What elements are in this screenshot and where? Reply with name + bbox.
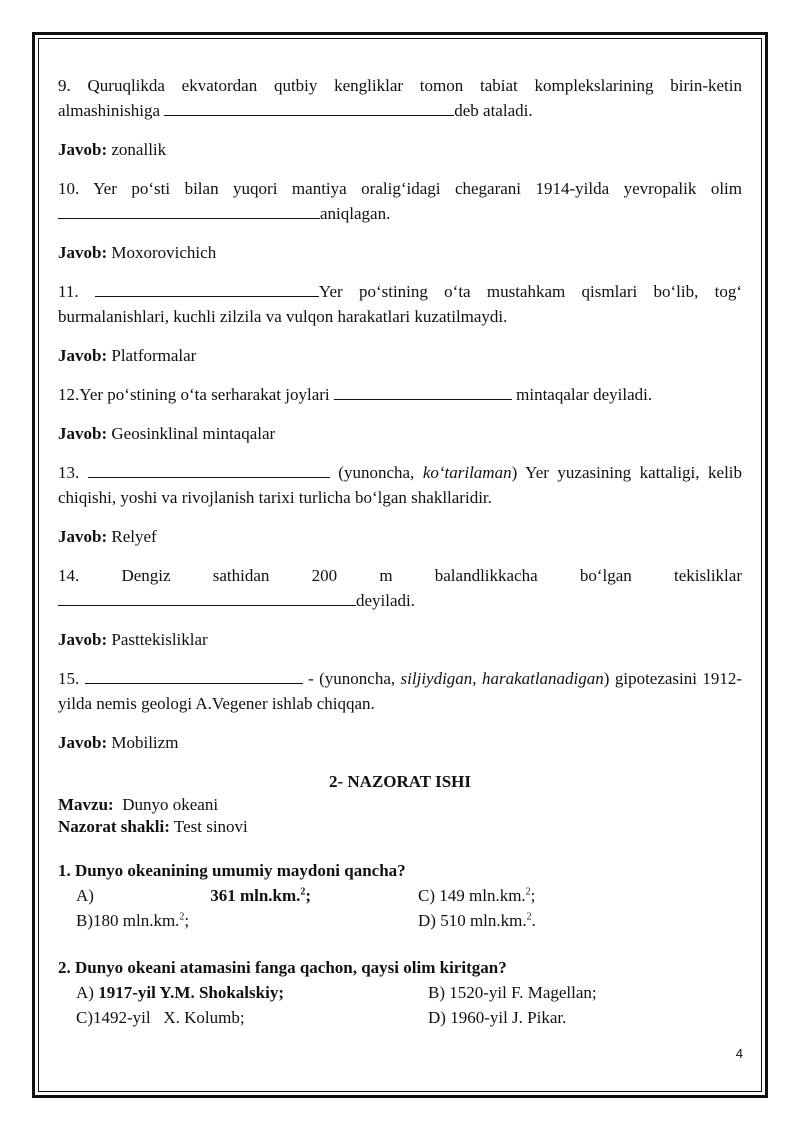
superscript: 2 <box>179 911 185 923</box>
option-suffix: ; <box>305 886 312 905</box>
option-suffix: . <box>531 911 536 930</box>
test-question-2: 2. Dunyo okeani atamasini fanga qachon, qaysi olim kiritgan? <box>58 958 507 977</box>
question-text: Yer po‘stining o‘ta mustahkam qismlari bo‘lib, tog‘ burmalanishlari, kuchli zilzila va vulqon harakatlari kuzatilmaydi. <box>58 282 743 326</box>
answer-blank <box>58 201 320 219</box>
page-number: 4 <box>735 1046 743 1061</box>
options-row-2 <box>58 908 742 933</box>
option-letter: A) <box>76 983 94 1002</box>
question-11 <box>58 279 742 329</box>
option-a-value: 1917-yil Y.M. Shokalskiy; <box>98 983 284 1002</box>
question-text-end: deb ataladi. <box>454 101 533 120</box>
question-text-end: ) Yer yuzasining kattaligi, kelib chiqishi, yoshi va rivojlanish tarixi turlicha bo‘lgan shakllaridir. <box>58 463 743 507</box>
question-13 <box>58 460 742 510</box>
question-text: - (yunoncha, <box>308 669 396 688</box>
answer-label: Javob: <box>58 243 108 262</box>
question-text: Quruqlikda ekvatordan qutbiy kengliklar tomon tabiat komplekslarining birin-ketin almashinishiga <box>58 76 742 120</box>
options-row-4 <box>58 1005 742 1030</box>
question-number: 12. <box>58 385 80 404</box>
question-text: Yer po‘stining o‘ta serharakat joylari <box>79 385 330 404</box>
answer-value: Relyef <box>111 527 157 546</box>
options-row-3 <box>58 980 742 1005</box>
answer-10 <box>58 240 742 265</box>
question-number: 15. <box>58 669 80 688</box>
answer-blank <box>58 588 356 606</box>
question-word: tekisliklar <box>674 566 742 585</box>
answer-value: Moxorovichich <box>111 243 217 262</box>
answer-value: Pasttekisliklar <box>111 630 208 649</box>
option-suffix: ; <box>184 911 190 930</box>
answer-label: Javob: <box>58 527 108 546</box>
question-number: 10. <box>58 179 80 198</box>
answer-label: Javob: <box>58 733 108 752</box>
options-row-1 <box>58 883 742 908</box>
question-text: (yunoncha, <box>338 463 415 482</box>
answer-value: Geosinklinal mintaqalar <box>111 424 276 443</box>
question-word: bo‘lgan <box>579 566 632 585</box>
question-14-line1 <box>58 563 742 588</box>
question-12 <box>58 382 742 407</box>
question-word: balandlikkacha <box>434 566 538 585</box>
answer-value: Platformalar <box>111 346 197 365</box>
answer-blank <box>334 382 512 400</box>
question-number: 14. <box>58 566 80 585</box>
form-line <box>58 816 742 838</box>
question-text: Yer po‘sti bilan yuqori mantiya oralig‘idagi chegarani 1914-yilda yevropalik olim <box>93 179 742 198</box>
answer-label: Javob: <box>58 424 108 443</box>
question-word: Dengiz <box>121 566 171 585</box>
option-a <box>76 980 428 1005</box>
option-d-value: D) 510 mln.km. <box>418 911 527 930</box>
question-text-end: mintaqalar deyiladi. <box>516 385 653 404</box>
superscript: 2 <box>525 886 531 898</box>
question-number: 9. <box>58 76 71 95</box>
answer-11 <box>58 343 742 368</box>
answer-14 <box>58 627 742 652</box>
option-c-value: C) 149 mln.km. <box>418 886 526 905</box>
topic-line <box>58 794 742 816</box>
superscript: 2 <box>526 911 532 923</box>
option-b <box>76 908 418 933</box>
question-word: 200 <box>311 566 338 585</box>
answer-label: Javob: <box>58 346 108 365</box>
section-title-text: 2- NAZORAT ISHI <box>328 772 471 791</box>
question-text-end: ) gipotezasini 1912-yilda nemis geologi A.Vegener ishlab chiqqan. <box>58 669 743 713</box>
superscript: 2 <box>300 886 306 898</box>
option-b: B) 1520-yil F. Magellan; <box>428 983 597 1002</box>
question-number: 13. <box>58 463 80 482</box>
form-value: Test sinovi <box>173 817 248 836</box>
answer-9 <box>58 137 742 162</box>
answer-blank <box>95 279 319 297</box>
topic-value: Dunyo okeani <box>122 795 219 814</box>
test-question-1: 1. Dunyo okeanining umumiy maydoni qancha? <box>58 861 406 880</box>
document-content <box>58 73 742 1030</box>
answer-blank <box>88 460 330 478</box>
question-word: sathidan <box>212 566 270 585</box>
option-letter: A) <box>76 886 94 905</box>
option-a-value: 361 mln.km. <box>210 886 301 905</box>
question-number: 11. <box>58 282 79 301</box>
answer-13 <box>58 524 742 549</box>
question-text-end: deyiladi. <box>356 591 416 610</box>
answer-12 <box>58 421 742 446</box>
answer-value: Mobilizm <box>111 733 179 752</box>
question-text-italic: siljiydigan, harakatlanadigan <box>400 669 604 688</box>
option-d <box>418 908 742 933</box>
answer-15 <box>58 730 742 755</box>
section-title <box>58 769 742 794</box>
option-c <box>418 883 742 908</box>
option-a <box>76 883 418 908</box>
answer-value: zonallik <box>111 140 167 159</box>
form-label: Nazorat shakli: <box>58 817 170 836</box>
question-9 <box>58 73 742 123</box>
option-c: C)1492-yil X. Kolumb; <box>76 1008 245 1027</box>
question-10 <box>58 176 742 226</box>
answer-label: Javob: <box>58 140 108 159</box>
answer-blank <box>164 98 454 116</box>
question-14-line2 <box>58 588 742 613</box>
question-text-italic: ko‘tarilaman <box>422 463 512 482</box>
topic-label: Mavzu: <box>58 795 114 814</box>
question-text-end: aniqlagan. <box>320 204 391 223</box>
answer-blank <box>85 666 303 684</box>
question-15 <box>58 666 742 716</box>
option-d: D) 1960-yil J. Pikar. <box>428 1008 567 1027</box>
answer-label: Javob: <box>58 630 108 649</box>
option-b-value: B)180 mln.km. <box>76 911 180 930</box>
option-suffix: ; <box>530 886 536 905</box>
question-word: m <box>379 566 393 585</box>
